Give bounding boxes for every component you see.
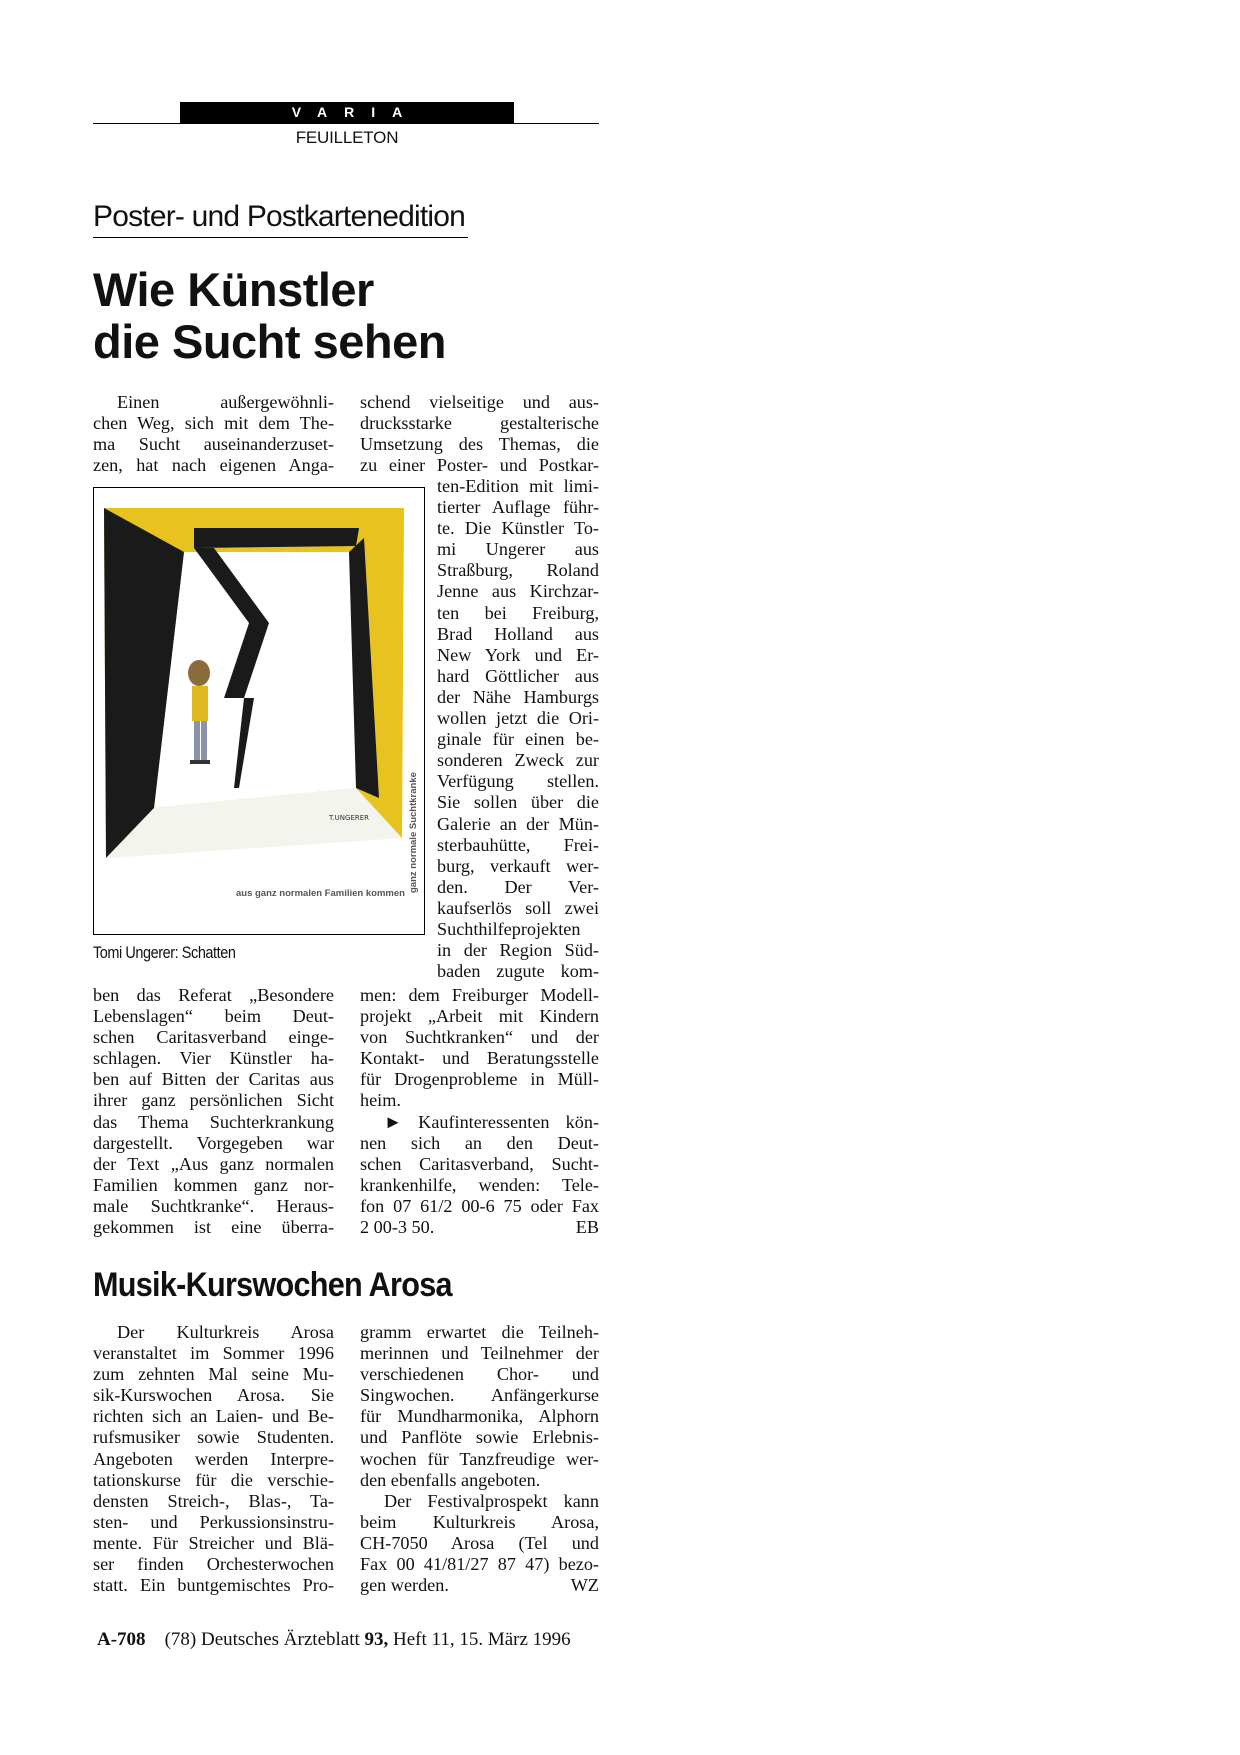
headline-line: die Sucht sehen [93,315,446,368]
text-line: zen, hat nach eigenen Anga- [93,455,334,476]
text-line: Straßburg, Roland [437,560,599,581]
illustration-text-horizontal: aus ganz normalen Familien kommen [236,888,405,899]
article-headline [93,264,613,368]
text-line: wochen für Tanzfreudige wer- [360,1448,599,1469]
text-line: veranstaltet im Sommer 1996 [93,1343,334,1364]
text-line: nen sich an den Deut- [360,1133,599,1154]
text-line: zum zehnten Mal seine Mu- [93,1364,334,1385]
text-line: ben auf Bitten der Caritas aus [93,1069,334,1090]
text-line: sten- und Perkussionsinstru- [93,1511,334,1532]
text-line: das Thema Suchterkrankung [93,1111,334,1132]
text-line: schlagen. Vier Künstler ha- [93,1048,334,1069]
text-line: ten-Edition mit limi- [437,476,599,496]
page-footer [97,1629,571,1651]
contact-last-line: 2 00-3 50. [360,1217,435,1237]
text-line: fon 07 61/2 00-6 75 oder Fax [360,1196,599,1217]
text-line: krankenhilfe, wenden: Tele- [360,1175,599,1196]
text-line: in der Region Süd- [437,940,599,961]
text-line: schen Caritasverband, Sucht- [360,1154,599,1175]
text-line: heim. [360,1090,401,1111]
text-line: richten sich an Laien- und Be- [93,1406,334,1427]
text-line: projekt „Arbeit mit Kindern [360,1006,599,1027]
text-line: New York und Er- [437,644,599,665]
text-line: ser finden Orchesterwochen [93,1554,334,1575]
text-line: ten bei Freiburg, [437,602,599,623]
text-line: kaufserlös soll zwei [437,897,599,918]
text-line: Suchthilfeprojekten [437,918,581,939]
text-line: Galerie an der Mün- [437,813,599,834]
text-line: ihrer ganz persönlichen Sicht [93,1090,334,1111]
text-line: Kontakt- und Beratungsstelle [360,1048,599,1069]
text-line: rufsmusiker sowie Studenten. [93,1427,334,1448]
text-line: schend vielseitige und aus- [360,392,599,412]
text-line: drucksstarke gestalterische [360,413,599,434]
text-line: burg, verkauft wer- [437,855,599,876]
text-line: chen Weg, sich mit dem The- [93,413,334,434]
text-line: tierter Auflage führ- [437,497,599,518]
text-line: Einen außergewöhnli- [117,392,334,412]
text-line: Sie sollen über die [437,792,599,813]
text-line: ben das Referat „Besondere [93,985,334,1005]
article2-column-1 [93,1322,334,1596]
text-line: schen Caritasverband einge- [93,1027,334,1048]
text-line: Angeboten werden Interpre- [93,1448,334,1469]
article-column-1-top [93,392,334,476]
text-line: mente. Für Streicher und Blä- [93,1532,334,1553]
illustration-frame [93,487,425,935]
text-line: und Panflöte sowie Erlebnis- [360,1427,599,1448]
text-line: male Suchtkranke“. Heraus- [93,1195,334,1216]
section-label: VARIA [180,102,514,123]
text-line: den. Der Ver- [437,876,599,897]
text-line: Lebenslagen“ beim Deut- [93,1006,334,1027]
article2-author: WZ [570,1575,599,1595]
text-line: dargestellt. Vorgegeben war [93,1132,334,1153]
subsection-label: FEUILLETON [295,128,399,147]
article-column-2-contact [360,1112,599,1217]
illustration-text-vertical: ganz normale Suchtkranke [408,772,419,893]
text-line: für Mundharmonika, Alphorn [360,1406,599,1427]
text-line: Verfügung stellen. [437,771,599,792]
text-line: verschiedenen Chor- und [360,1364,599,1385]
article-kicker: Poster- und Postkartenedition [93,200,468,238]
text-line: Der Festivalprospekt kann [384,1491,599,1511]
text-line: für Drogenprobleme in Müll- [360,1069,599,1090]
text-line: densten Streich-, Blas-, Ta- [93,1490,334,1511]
article-author: EB [575,1217,599,1237]
text-line: zu einer Poster- und Postkar- [360,455,599,476]
header-rule [93,123,599,124]
text-line: mi Ungerer aus [437,539,599,560]
text-line: Der Kulturkreis Arosa [117,1322,334,1342]
text-line: gramm erwartet die Teilneh- [360,1322,599,1342]
text-line: sterbauhütte, Frei- [437,834,599,855]
text-line: men: dem Freiburger Modell- [360,985,599,1005]
footer-journal: (78) Deutsches Ärzteblatt [164,1629,360,1650]
article2-last-line: gen werden. [360,1575,449,1595]
text-line: tationskurse für die verschie- [93,1469,334,1490]
footer-volume: 93, [364,1629,389,1650]
article-column-1-bottom [93,985,334,1238]
text-line: der Text „Aus ganz normalen [93,1153,334,1174]
text-line: CH-7050 Arosa (Tel und [360,1533,599,1554]
text-line: Umsetzung des Themas, die [360,434,599,455]
article2-headline: Musik-Kurswochen Arosa [93,1266,452,1304]
headline-line: Wie Künstler [93,263,374,316]
text-line: te. Die Künstler To- [437,518,599,539]
text-line: Fax 00 41/81/27 87 47) bezo- [360,1554,599,1575]
text-line: beim Kulturkreis Arosa, [360,1512,599,1533]
article2-column-2a [360,1322,599,1491]
text-line: gekommen ist eine überra- [93,1217,334,1238]
text-line: baden zugute kom- [437,961,599,982]
article2-column-2-last [360,1575,599,1596]
footer-issue: Heft 11, 15. März 1996 [393,1629,571,1650]
text-line: Jenne aus Kirchzar- [437,581,599,602]
text-line: statt. Ein buntgemischtes Pro- [93,1575,334,1596]
text-line: Singwochen. Anfängerkurse [360,1385,599,1406]
text-line: Familien kommen ganz nor- [93,1174,334,1195]
text-line: der Nähe Hamburgs [437,686,599,707]
text-line: Brad Holland aus [437,623,599,644]
article-column-2-narrow [437,476,599,982]
text-line: ► Kaufinteressenten kön- [384,1112,599,1132]
illustration-shadow-figure [94,488,424,934]
text-line: den ebenfalls angeboten. [360,1469,541,1490]
page-number: A-708 [97,1629,146,1650]
text-line: sik-Kurswochen Arosa. Sie [93,1385,334,1406]
article-column-2-bottom [360,985,599,1112]
illustration-signature: T.UNGERER [329,814,370,822]
text-line: ma Sucht auseinanderzuset- [93,434,334,455]
text-line: ginale für einen be- [437,729,599,750]
text-line: hard Göttlicher aus [437,665,599,686]
text-line: wollen jetzt die Ori- [437,708,599,729]
figure-caption: Tomi Ungerer: Schatten [93,943,236,962]
text-line: von Suchtkranken“ und der [360,1027,599,1048]
article-column-2-top [360,392,599,476]
article2-column-2b [360,1491,599,1575]
text-line: merinnen und Teilnehmer der [360,1343,599,1364]
article-column-2-contact-last [360,1217,599,1238]
text-line: sonderen Zweck zur [437,750,599,771]
